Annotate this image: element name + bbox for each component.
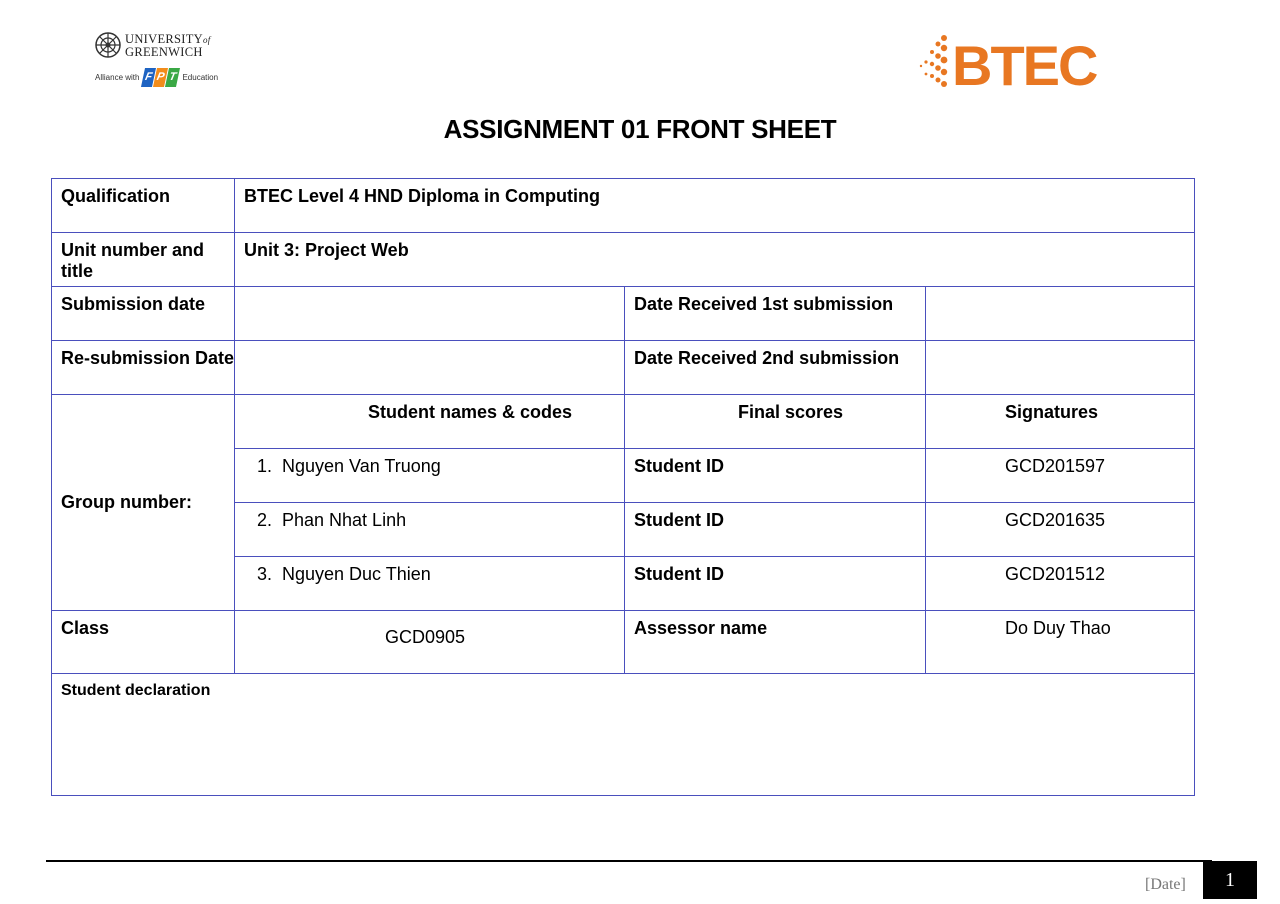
submission-date-field[interactable] [235, 287, 625, 341]
footer-divider [46, 860, 1212, 862]
svg-text:BTEC: BTEC [952, 34, 1097, 92]
page-title: ASSIGNMENT 01 FRONT SHEET [443, 114, 837, 144]
student-id-label: Student ID [625, 503, 926, 557]
submission-date-label: Submission date [52, 287, 235, 341]
student-id-value: GCD201512 [926, 557, 1195, 611]
qualification-row [52, 179, 1195, 233]
student-name-cell: 3. Nguyen Duc Thien [235, 557, 625, 611]
date-received-1st-label: Date Received 1st submission [625, 287, 926, 341]
signatures-header: Signatures [926, 395, 1195, 449]
student-declaration: Student declaration [52, 674, 1195, 796]
resubmission-date-label: Re-submission Date [52, 341, 235, 395]
student-name-cell: 2. Phan Nhat Linh [235, 503, 625, 557]
date-received-1st-field[interactable] [926, 287, 1195, 341]
class-label: Class [52, 611, 235, 674]
student-id-label: Student ID [625, 449, 926, 503]
resubmission-row [52, 341, 1195, 395]
page-number: 1 [1203, 861, 1257, 899]
btec-logo [918, 30, 1100, 92]
resubmission-date-field[interactable] [235, 341, 625, 395]
date-received-2nd-field[interactable] [926, 341, 1195, 395]
unit-row [52, 233, 1195, 287]
front-sheet-table [51, 178, 1195, 796]
assessor-name-value: Do Duy Thao [926, 611, 1195, 674]
fpt-logo: F P T [143, 68, 178, 87]
submission-row [52, 287, 1195, 341]
footer-date: [Date] [1145, 876, 1186, 893]
final-scores-header: Final scores [625, 395, 926, 449]
university-of-greenwich-logo [95, 32, 225, 102]
class-value: GCD0905 [235, 611, 625, 674]
greenwich-seal-icon [95, 32, 121, 58]
declaration-row [52, 674, 1195, 796]
student-id-value: GCD201635 [926, 503, 1195, 557]
group-header-row [52, 395, 1195, 449]
group-number-label: Group number: [52, 395, 235, 611]
class-row [52, 611, 1195, 674]
student-name-cell: 1. Nguyen Van Truong [235, 449, 625, 503]
student-id-label: Student ID [625, 557, 926, 611]
qualification-label: Qualification [52, 179, 235, 233]
student-names-header: Student names & codes [235, 395, 625, 449]
fpt-alliance: Alliance with F P T Education [95, 68, 225, 87]
student-id-value: GCD201597 [926, 449, 1195, 503]
date-received-2nd-label: Date Received 2nd submission [625, 341, 926, 395]
greenwich-wordmark: UNIVERSITYof GREENWICH [125, 31, 211, 59]
qualification-value: BTEC Level 4 HND Diploma in Computing [235, 179, 1195, 233]
unit-label: Unit number and title [52, 233, 235, 287]
assessor-name-label: Assessor name [625, 611, 926, 674]
unit-value: Unit 3: Project Web [235, 233, 1195, 287]
